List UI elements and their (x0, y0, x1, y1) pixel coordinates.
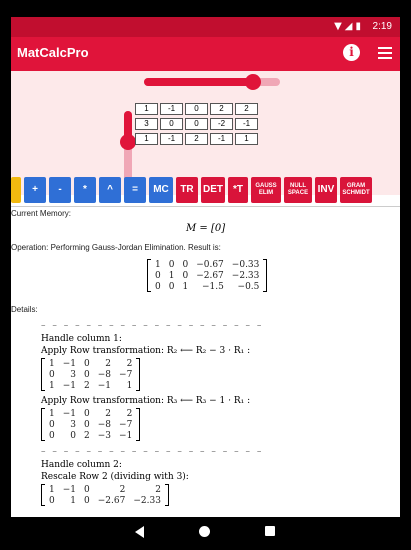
matrix-entry: 1 (182, 281, 189, 292)
status-icons: ▼◢▮ (334, 21, 364, 32)
matrix-entry: −0.33 (231, 259, 260, 270)
matrix-cell[interactable]: 1 (135, 133, 158, 145)
inv-button[interactable]: INV (315, 177, 337, 203)
tr-button[interactable]: TR (176, 177, 198, 203)
matrix-entry: 2 (126, 408, 133, 419)
matrix-entry: −7 (119, 369, 133, 380)
matrix-cell[interactable]: 2 (185, 133, 208, 145)
matrix-entry: 0 (182, 270, 189, 281)
matrix-entry: −1 (119, 430, 133, 441)
matrix-entry: 2 (105, 408, 112, 419)
matrix-entry: 2 (126, 358, 133, 369)
details-label: Details: (11, 305, 38, 314)
matrix-row (135, 118, 260, 132)
bracket-right (136, 358, 140, 391)
add-button[interactable]: + (24, 177, 46, 203)
matrix-cell[interactable]: -1 (160, 133, 183, 145)
matrix-entry: 0 (84, 358, 90, 369)
matrix-entry: 0 (84, 484, 90, 495)
matrix-entry: 0 (84, 495, 90, 506)
matrix-row (135, 133, 260, 147)
matrix-cell[interactable]: 0 (185, 103, 208, 115)
matrix-entry: −2.67 (97, 495, 126, 506)
step-matrix-3 (41, 484, 169, 508)
matrix-cell[interactable]: -2 (210, 118, 233, 130)
navigation-bar (0, 517, 411, 550)
rows-slider-thumb[interactable] (120, 134, 136, 150)
matrix-entry: 2 (84, 380, 90, 391)
matrix-entry: −2.33 (133, 495, 161, 506)
matrix-entry: −0.67 (196, 259, 224, 270)
matrix-entry: 1 (126, 380, 133, 391)
det-button[interactable]: DET (201, 177, 225, 203)
apply-step-1: Apply Row transformation: R₂ ⟵ R₂ − 3 · R₁ : (41, 346, 251, 356)
matrix-cell[interactable]: -1 (160, 103, 183, 115)
matrix-entry: −3 (97, 430, 112, 441)
multiply-button[interactable]: * (74, 177, 96, 203)
matrix-entry: 0 (49, 369, 55, 380)
matrix-entry: −8 (97, 369, 112, 380)
matrix-entry: −0.5 (237, 281, 260, 292)
separator-2: – – – – – – – – – – – – – – – – – – – – (41, 447, 264, 457)
matrix-entry: 1 (155, 259, 161, 270)
matrix-entry: 0 (49, 495, 55, 506)
matrix-entry: 0 (168, 281, 175, 292)
step-matrix-1 (41, 358, 140, 393)
matrix-entry: 0 (155, 270, 161, 281)
matrix-entry: 3 (70, 369, 77, 380)
step-matrix-2 (41, 408, 140, 443)
matrix-entry: −1 (97, 380, 112, 391)
bracket-right (136, 408, 140, 441)
separator-1: – – – – – – – – – – – – – – – – – – – – (41, 321, 264, 331)
matrix-entry: 1 (49, 408, 55, 419)
apply-step-2: Apply Row transformation: R₃ ⟵ R₃ − 1 · R₁ : (41, 396, 251, 406)
matrix-entry: 1 (49, 380, 55, 391)
mc-button[interactable]: MC (149, 177, 173, 203)
matrix-entry: 3 (70, 419, 77, 430)
matrix-cell[interactable]: 1 (235, 133, 258, 145)
equals-button[interactable]: = (124, 177, 146, 203)
screen (11, 17, 400, 523)
partial-button[interactable] (11, 177, 21, 203)
operation-text: Operation: Performing Gauss-Jordan Elimination. Result is: (11, 243, 221, 252)
matrix-entry: −1 (62, 408, 77, 419)
matrix-entry: 0 (84, 408, 90, 419)
matrix-cell[interactable]: 1 (135, 103, 158, 115)
info-icon[interactable]: i (343, 44, 360, 61)
null-space-button[interactable]: NULL SPACE (284, 177, 312, 203)
matrix-cell[interactable]: 0 (160, 118, 183, 130)
matrix-entry: −7 (119, 419, 133, 430)
operation-toolbar (11, 177, 400, 203)
matrix-row (135, 103, 260, 117)
handle-column-2: Handle column 2: (41, 460, 122, 470)
matrix-entry: −2.33 (231, 270, 260, 281)
status-time: 2:19 (372, 21, 392, 32)
matrix-entry: 0 (84, 369, 90, 380)
matrix-entry: 2 (105, 358, 112, 369)
recent-apps-icon[interactable] (265, 526, 275, 536)
matrix-cell[interactable]: 0 (185, 118, 208, 130)
columns-slider[interactable] (144, 78, 280, 86)
matrix-entry: 0 (49, 430, 55, 441)
memory-expression: M = [0] (186, 223, 226, 234)
gauss-elim-button[interactable]: GAUSS ELIM (251, 177, 281, 203)
menu-icon[interactable] (378, 47, 392, 62)
matrix-entry: −8 (97, 419, 112, 430)
matrix-entry: −1.5 (201, 281, 224, 292)
handle-column-1: Handle column 1: (41, 334, 122, 344)
matrix-entry: 1 (70, 495, 77, 506)
matrix-entry: −2.67 (196, 270, 224, 281)
matrix-entry: −1 (62, 484, 77, 495)
matrix-grid (135, 103, 260, 148)
bracket-right (263, 259, 267, 292)
matrix-cell[interactable]: -1 (235, 118, 258, 130)
matrix-cell[interactable]: -1 (210, 133, 233, 145)
matrix-entry: 0 (168, 259, 175, 270)
app-title: MatCalcPro (17, 45, 89, 60)
matrix-cell[interactable]: 3 (135, 118, 158, 130)
home-icon[interactable] (199, 526, 210, 537)
matrix-entry: 1 (168, 270, 175, 281)
status-bar (11, 17, 400, 37)
matrix-entry: 0 (49, 419, 55, 430)
columns-slider-fill (144, 78, 253, 86)
columns-slider-thumb[interactable] (245, 74, 261, 90)
matrix-entry: −1 (62, 380, 77, 391)
subtract-button[interactable]: - (49, 177, 71, 203)
matrix-cell[interactable]: 2 (210, 103, 233, 115)
rescale-step: Rescale Row 2 (dividing with 3): (41, 472, 189, 482)
matrix-entry: 1 (49, 484, 55, 495)
back-icon[interactable] (135, 526, 144, 538)
power-button[interactable]: ^ (99, 177, 121, 203)
matrix-entry: 0 (70, 430, 77, 441)
transpose-button[interactable]: *T (228, 177, 248, 203)
matrix-entry: −1 (62, 358, 77, 369)
matrix-entry: 2 (155, 484, 161, 495)
matrix-entry: 0 (182, 259, 189, 270)
matrix-entry: 2 (119, 484, 126, 495)
bracket-right (165, 484, 169, 506)
matrix-cell[interactable]: 2 (235, 103, 258, 115)
result-matrix (147, 259, 267, 294)
memory-label: Current Memory: (11, 209, 72, 218)
gram-schmidt-button[interactable]: GRAM SCHMIDT (340, 177, 372, 203)
matrix-entry: 0 (84, 419, 90, 430)
app-bar (11, 37, 400, 71)
output-panel (11, 206, 400, 523)
matrix-entry: 2 (84, 430, 90, 441)
matrix-entry: 1 (49, 358, 55, 369)
matrix-entry: 0 (155, 281, 161, 292)
